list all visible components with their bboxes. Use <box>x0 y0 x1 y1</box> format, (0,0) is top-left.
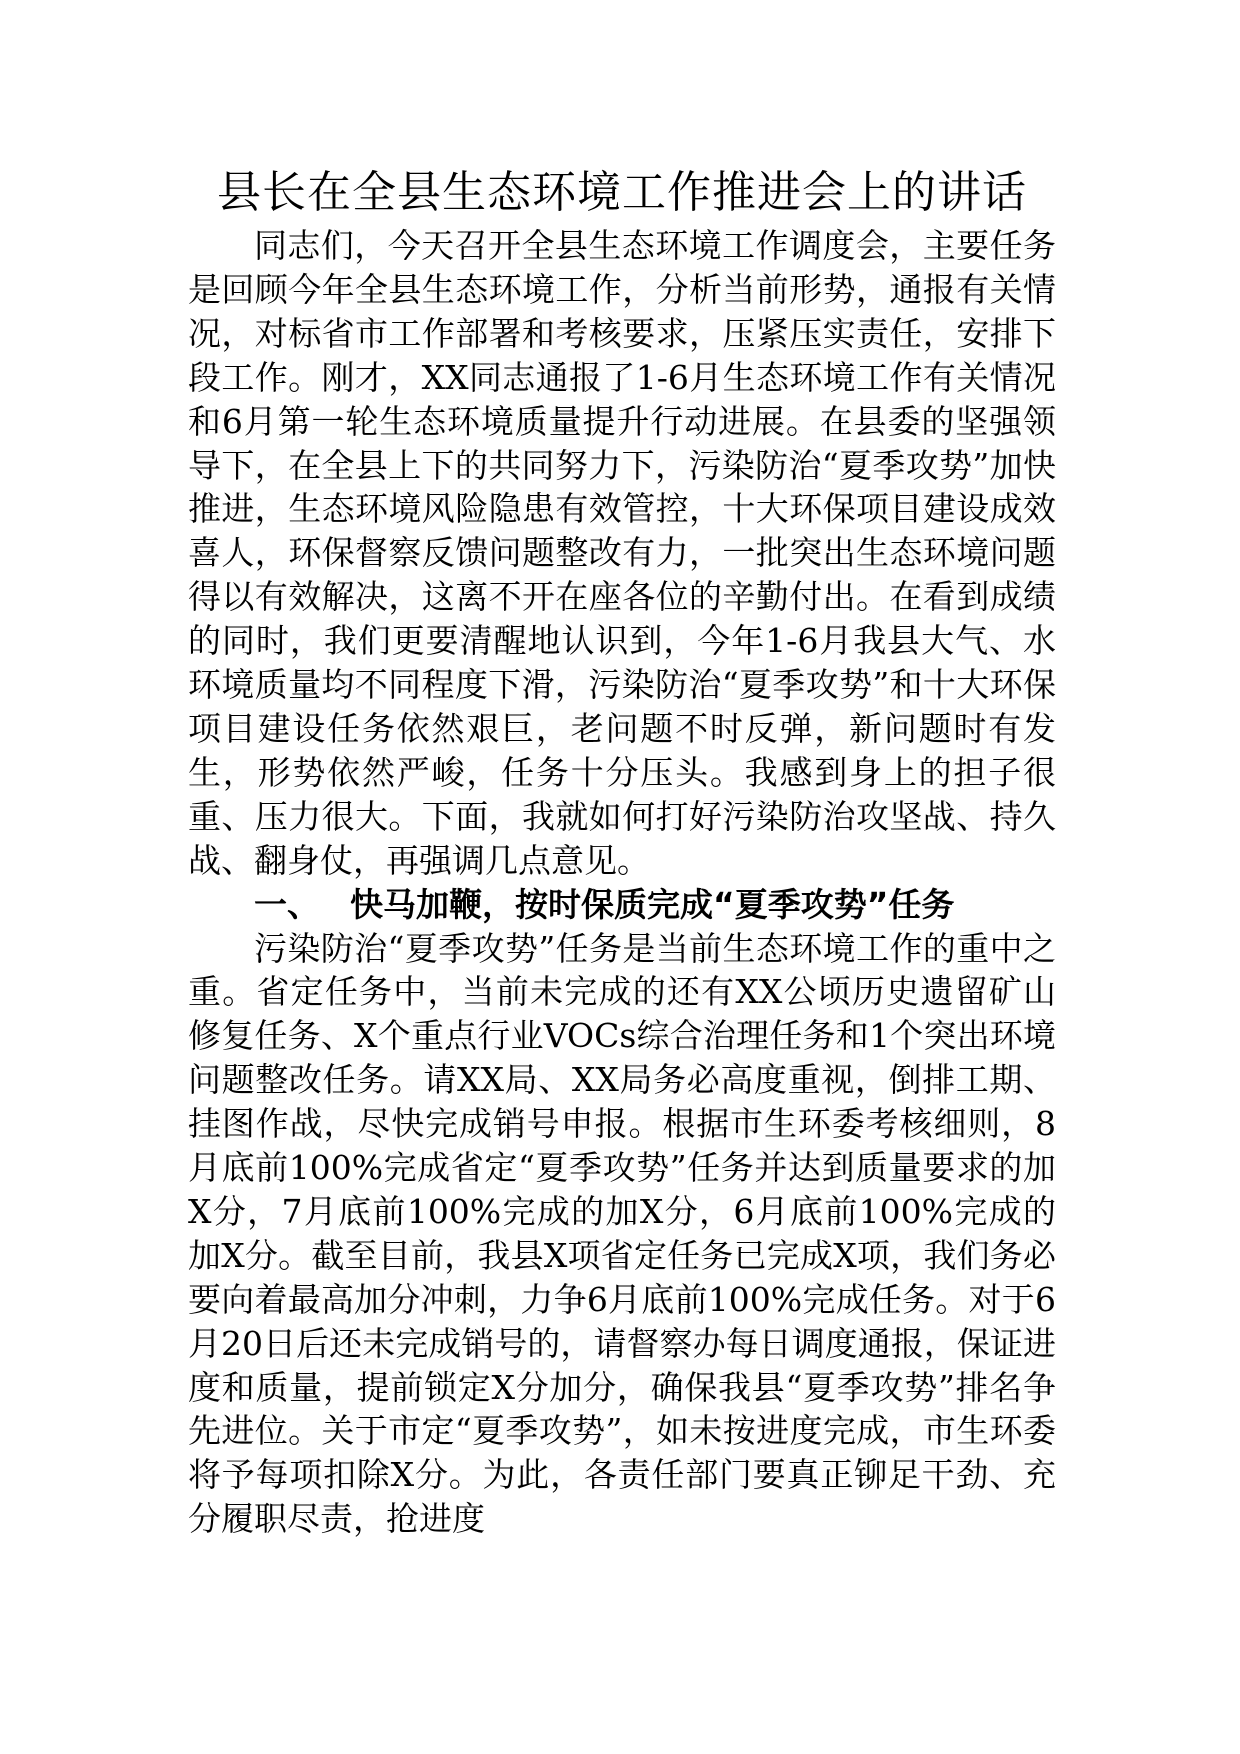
section-heading-1 <box>188 883 1056 927</box>
paragraph-section-1: 污染防治“夏季攻势”任务是当前生态环境工作的重中之重。省定任务中，当前未完成的还有XX公顷历史遗留矿山修复任务、X个重点行业VOCs综合治理任务和1个突出环境问题整改任务。请XX局、XX局务必高度重视，倒排工期、挂图作战，尽快完成销号申报。根据市生环委考核细则，8月底前100%完成省定“夏季攻势”任务并达到质量要求的加X分，7月底前100%完成的加X分，6月底前100%完成的加X分。截至目前，我县X项省定任务已完成X项，我们务必要向着最高加分冲刺，力争6月底前100%完成任务。对于6月20日后还未完成销号的，请督察办每日调度通报，保证进度和质量，提前锁定X分加分，确保我县“夏季攻势”排名争先进位。关于市定“夏季攻势”，如未按进度完成，市生环委将予每项扣除X分。为此，各责任部门要真正铆足干劲、充分履职尽责，抢进度 <box>188 928 1056 1539</box>
section-heading-text: 快马加鞭，按时保质完成“夏季攻势”任务 <box>350 884 955 924</box>
document-title: 县长在全县生态环境工作推进会上的讲话 <box>217 167 1027 218</box>
section-number: 一、 <box>254 884 320 924</box>
document-page <box>188 162 1056 1541</box>
paragraph-intro: 同志们，今天召开全县生态环境工作调度会，主要任务是回顾今年全县生态环境工作，分析当前形势，通报有关情况，对标省市工作部署和考核要求，压紧压实责任，安排下段工作。刚才，XX同志通报了1-6月生态环境工作有关情况和6月第一轮生态环境质量提升行动进展。在县委的坚强领导下，在全县上下的共同努力下，污染防治“夏季攻势”加快推进，生态环境风险隐患有效管控，十大环保项目建设成效喜人，环保督察反馈问题整改有力，一批突出生态环境问题得以有效解决，这离不开在座各位的辛勤付出。在看到成绩的同时，我们更要清醒地认识到，今年1-6月我县大气、水环境质量均不同程度下滑，污染防治“夏季攻势”和十大环保项目建设任务依然艰巨，老问题不时反弹，新问题时有发生，形势依然严峻，任务十分压头。我感到身上的担子很重、压力很大。下面，我就如何打好污染防治攻坚战、持久战、翻身仗，再强调几点意见。 <box>188 226 1056 880</box>
